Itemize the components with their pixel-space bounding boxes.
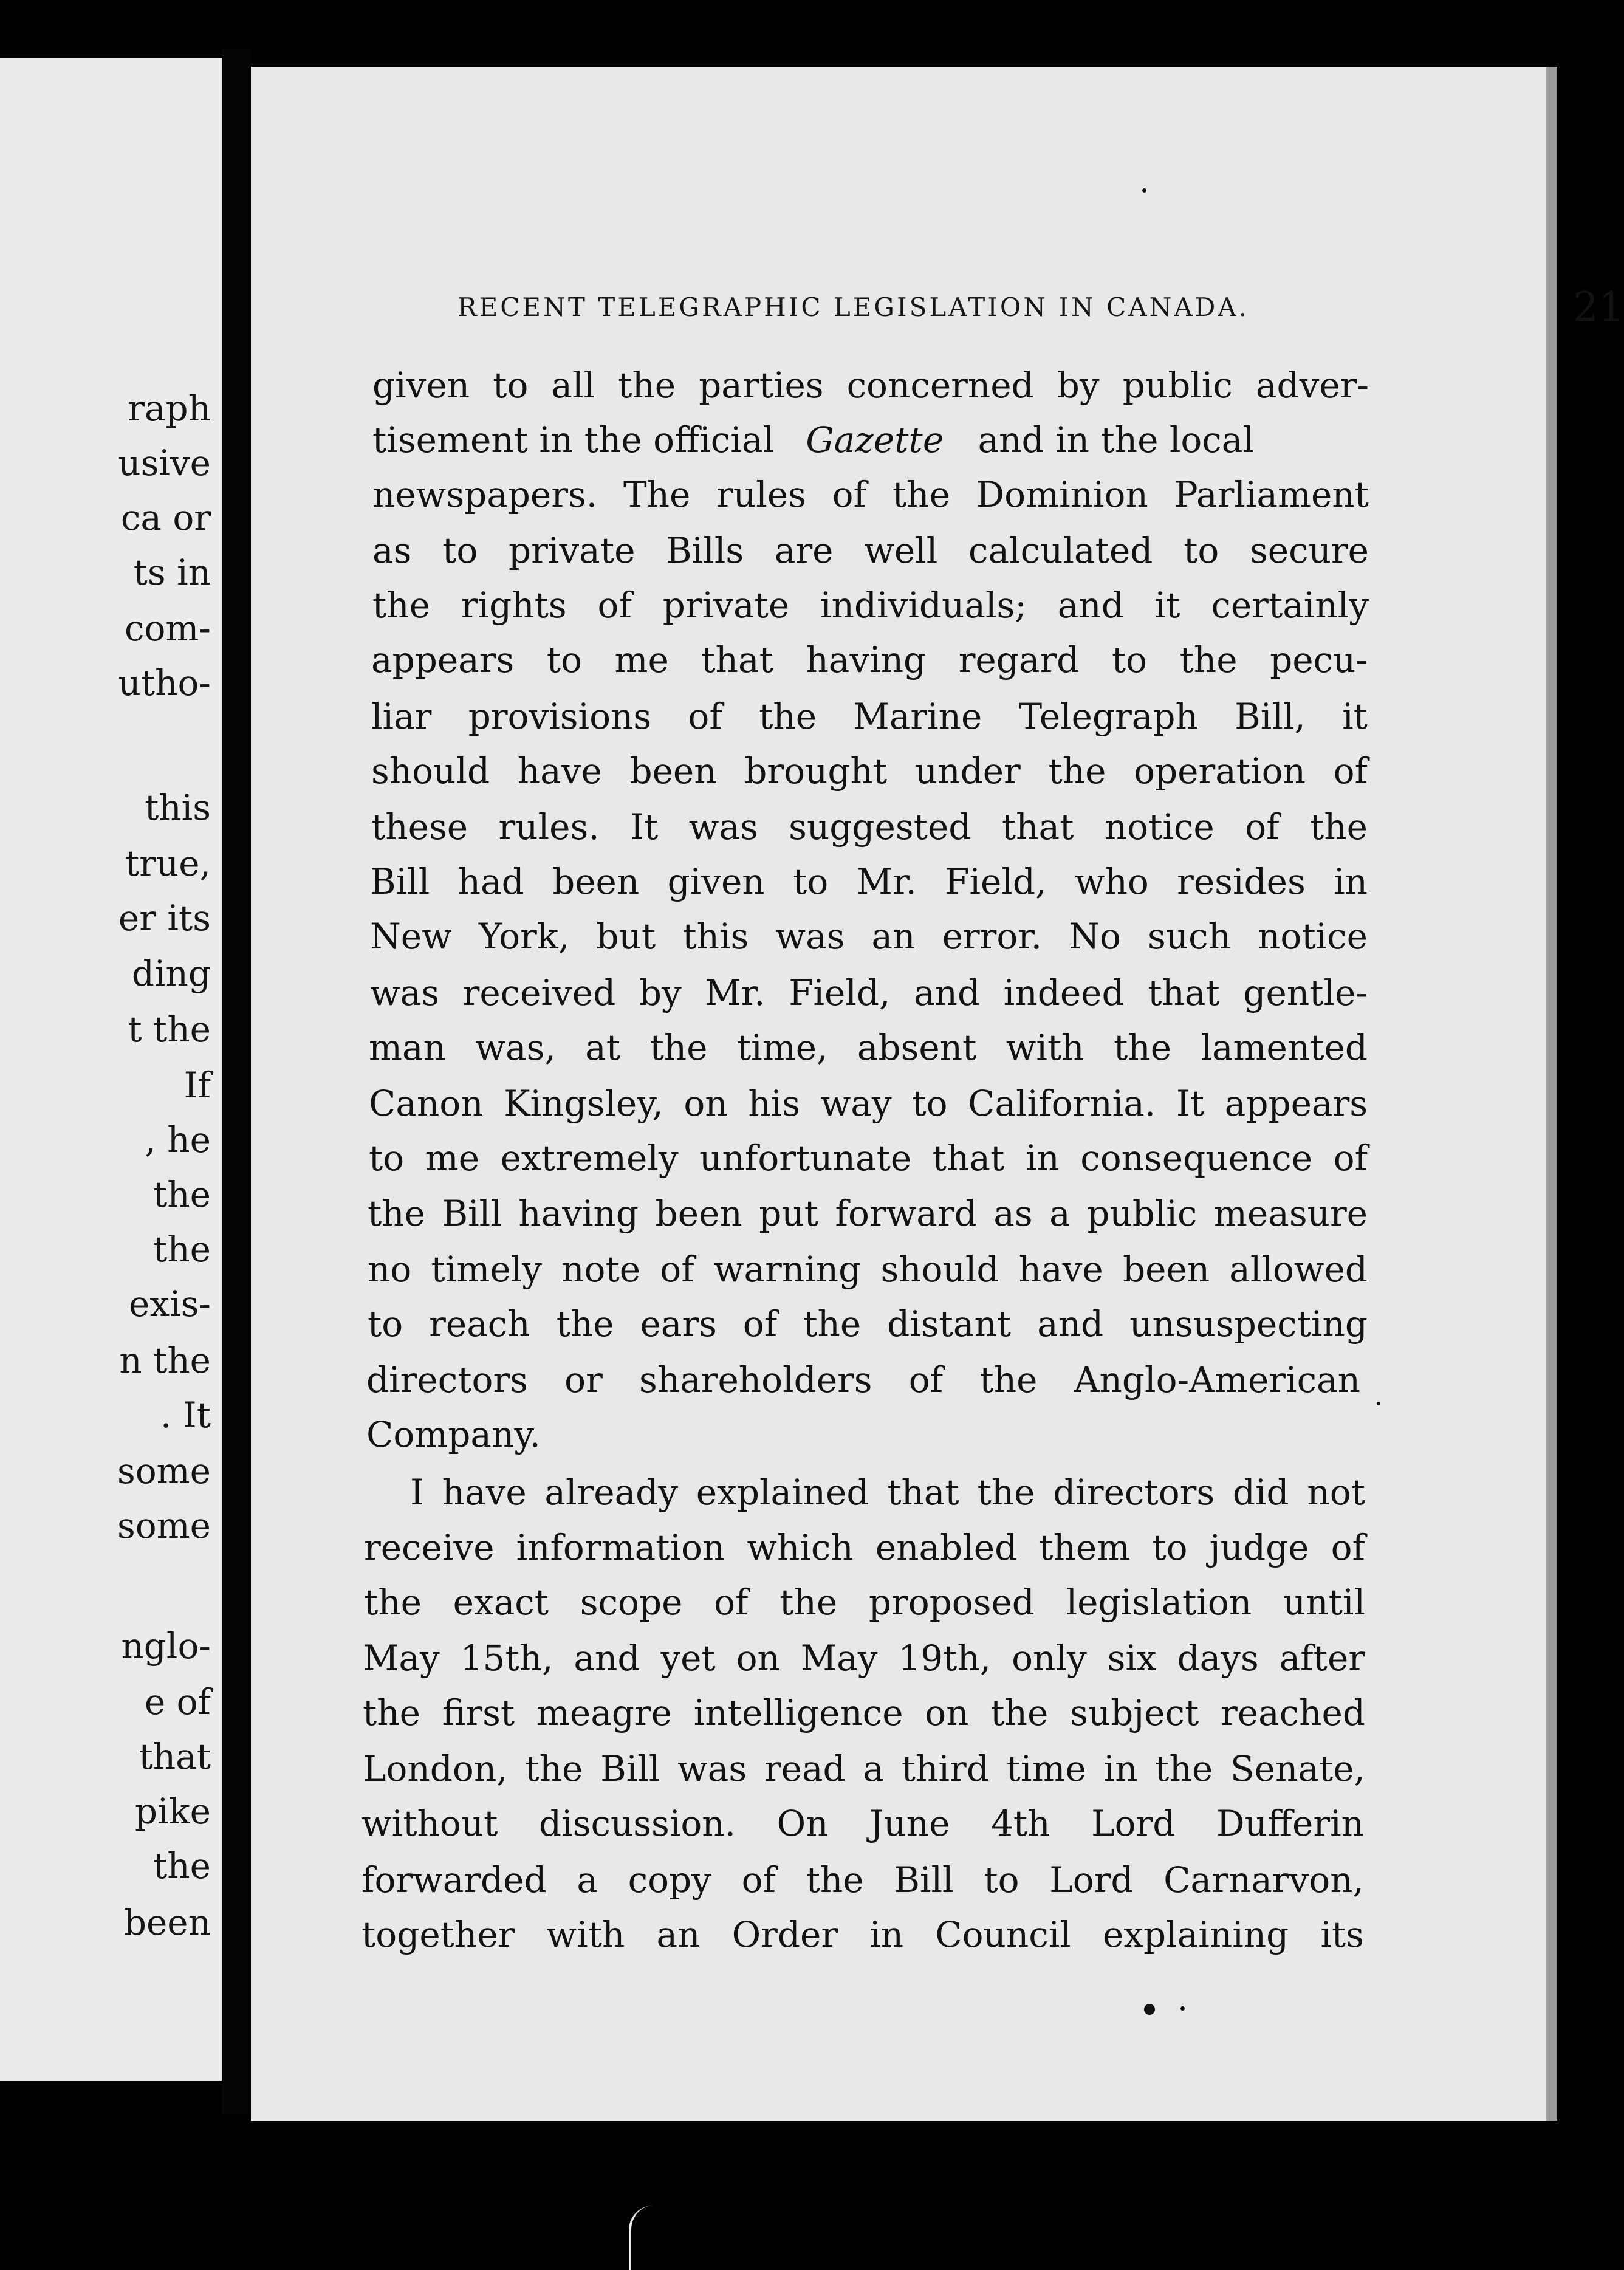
text-line: liar provisions of the Marine Telegraph Bill, it bbox=[371, 696, 1368, 737]
page-number: 21 bbox=[1573, 284, 1624, 331]
text-line: Company. bbox=[366, 1414, 541, 1455]
text-line: Bill had been given to Mr. Field, who resides in bbox=[370, 861, 1368, 902]
left-page-line: exis- bbox=[129, 1283, 211, 1325]
left-page-line: . It bbox=[160, 1394, 211, 1436]
ink-speck bbox=[1180, 2006, 1185, 2011]
text-line-with-italic bbox=[372, 419, 1369, 461]
text-segment: tisement in the official bbox=[372, 419, 774, 461]
left-page-line: n the bbox=[119, 1340, 211, 1381]
running-head bbox=[457, 284, 1624, 331]
left-page-line: that bbox=[139, 1736, 211, 1777]
left-page-line: pike bbox=[134, 1791, 211, 1832]
book-gutter bbox=[222, 49, 251, 2114]
text-line: I have already explained that the directors did not bbox=[410, 1472, 1365, 1513]
text-line: together with an Order in Council explaining its bbox=[361, 1914, 1364, 1955]
left-page-line: ding bbox=[131, 953, 211, 994]
text-line: London, the Bill was read a third time in the Senate, bbox=[363, 1748, 1365, 1789]
text-line: the exact scope of the proposed legislation until bbox=[364, 1582, 1365, 1623]
ink-speck bbox=[1144, 2004, 1155, 2015]
text-line: should have been brought under the operation of bbox=[371, 750, 1368, 792]
text-line: man was, at the time, absent with the lamented bbox=[369, 1027, 1368, 1068]
left-page-line: , he bbox=[145, 1119, 211, 1161]
text-line: directors or shareholders of the Anglo-American bbox=[366, 1359, 1360, 1401]
right-page bbox=[251, 67, 1624, 2121]
left-page-line: usive bbox=[118, 442, 211, 484]
italic-word: Gazette bbox=[806, 419, 944, 461]
text-line: given to all the parties concerned by public adver- bbox=[372, 365, 1369, 406]
left-page-line: been bbox=[123, 1902, 211, 1943]
left-page-line: nglo- bbox=[121, 1625, 211, 1667]
left-page-line: the bbox=[153, 1229, 211, 1270]
left-page-line: true, bbox=[125, 843, 211, 884]
text-line: as to private Bills are well calculated to secure bbox=[372, 530, 1369, 571]
text-line: to reach the ears of the distant and unsuspecting bbox=[368, 1303, 1368, 1345]
left-page-line: this bbox=[145, 787, 211, 828]
text-segment: and in the local bbox=[978, 419, 1254, 461]
left-page-line: com- bbox=[125, 608, 211, 649]
text-line: the first meagre intelligence on the subject reached bbox=[363, 1692, 1365, 1733]
text-line: newspapers. The rules of the Dominion Parliament bbox=[372, 474, 1369, 515]
text-line: appears to me that having regard to the pecu- bbox=[371, 639, 1368, 681]
text-line: forwarded a copy of the Bill to Lord Carnarvon, bbox=[361, 1859, 1364, 1901]
text-line: New York, but this was an error. No such notice bbox=[370, 916, 1368, 957]
left-page-line: t the bbox=[128, 1009, 211, 1050]
running-head-title: RECENT TELEGRAPHIC LEGISLATION IN CANADA. bbox=[457, 292, 1250, 322]
text-line: May 15th, and yet on May 19th, only six days after bbox=[363, 1637, 1365, 1679]
text-line: to me extremely unfortunate that in consequence of bbox=[369, 1137, 1368, 1179]
text-line: the rights of private individuals; and it certainly bbox=[372, 585, 1369, 626]
left-page-line: ca or bbox=[120, 497, 211, 538]
left-page-line: the bbox=[153, 1845, 211, 1887]
scan-artifact bbox=[629, 2206, 656, 2270]
text-line: was received by Mr. Field, and indeed that gentle- bbox=[370, 972, 1368, 1013]
ink-speck bbox=[1142, 188, 1146, 193]
left-page-line: utho- bbox=[118, 662, 211, 704]
text-line: without discussion. On June 4th Lord Dufferin bbox=[361, 1803, 1364, 1844]
left-page-line: e of bbox=[144, 1681, 211, 1723]
left-page-line: some bbox=[117, 1505, 211, 1546]
text-line: Canon Kingsley, on his way to California. It appears bbox=[369, 1083, 1368, 1124]
text-line: receive information which enabled them to judge of bbox=[364, 1527, 1365, 1568]
left-page-line: the bbox=[153, 1174, 211, 1215]
left-page-line: raph bbox=[128, 388, 211, 429]
left-page-line: ts in bbox=[133, 552, 211, 593]
left-page-fragment bbox=[0, 58, 224, 2081]
ink-speck bbox=[1377, 1402, 1380, 1405]
text-line: no timely note of warning should have been allowed bbox=[368, 1249, 1368, 1290]
left-page-line: If bbox=[183, 1065, 211, 1106]
text-line: these rules. It was suggested that notice of the bbox=[371, 806, 1368, 848]
text-line: the Bill having been put forward as a public measure bbox=[368, 1193, 1368, 1234]
left-page-line: er its bbox=[118, 897, 211, 939]
left-page-line: some bbox=[117, 1450, 211, 1492]
